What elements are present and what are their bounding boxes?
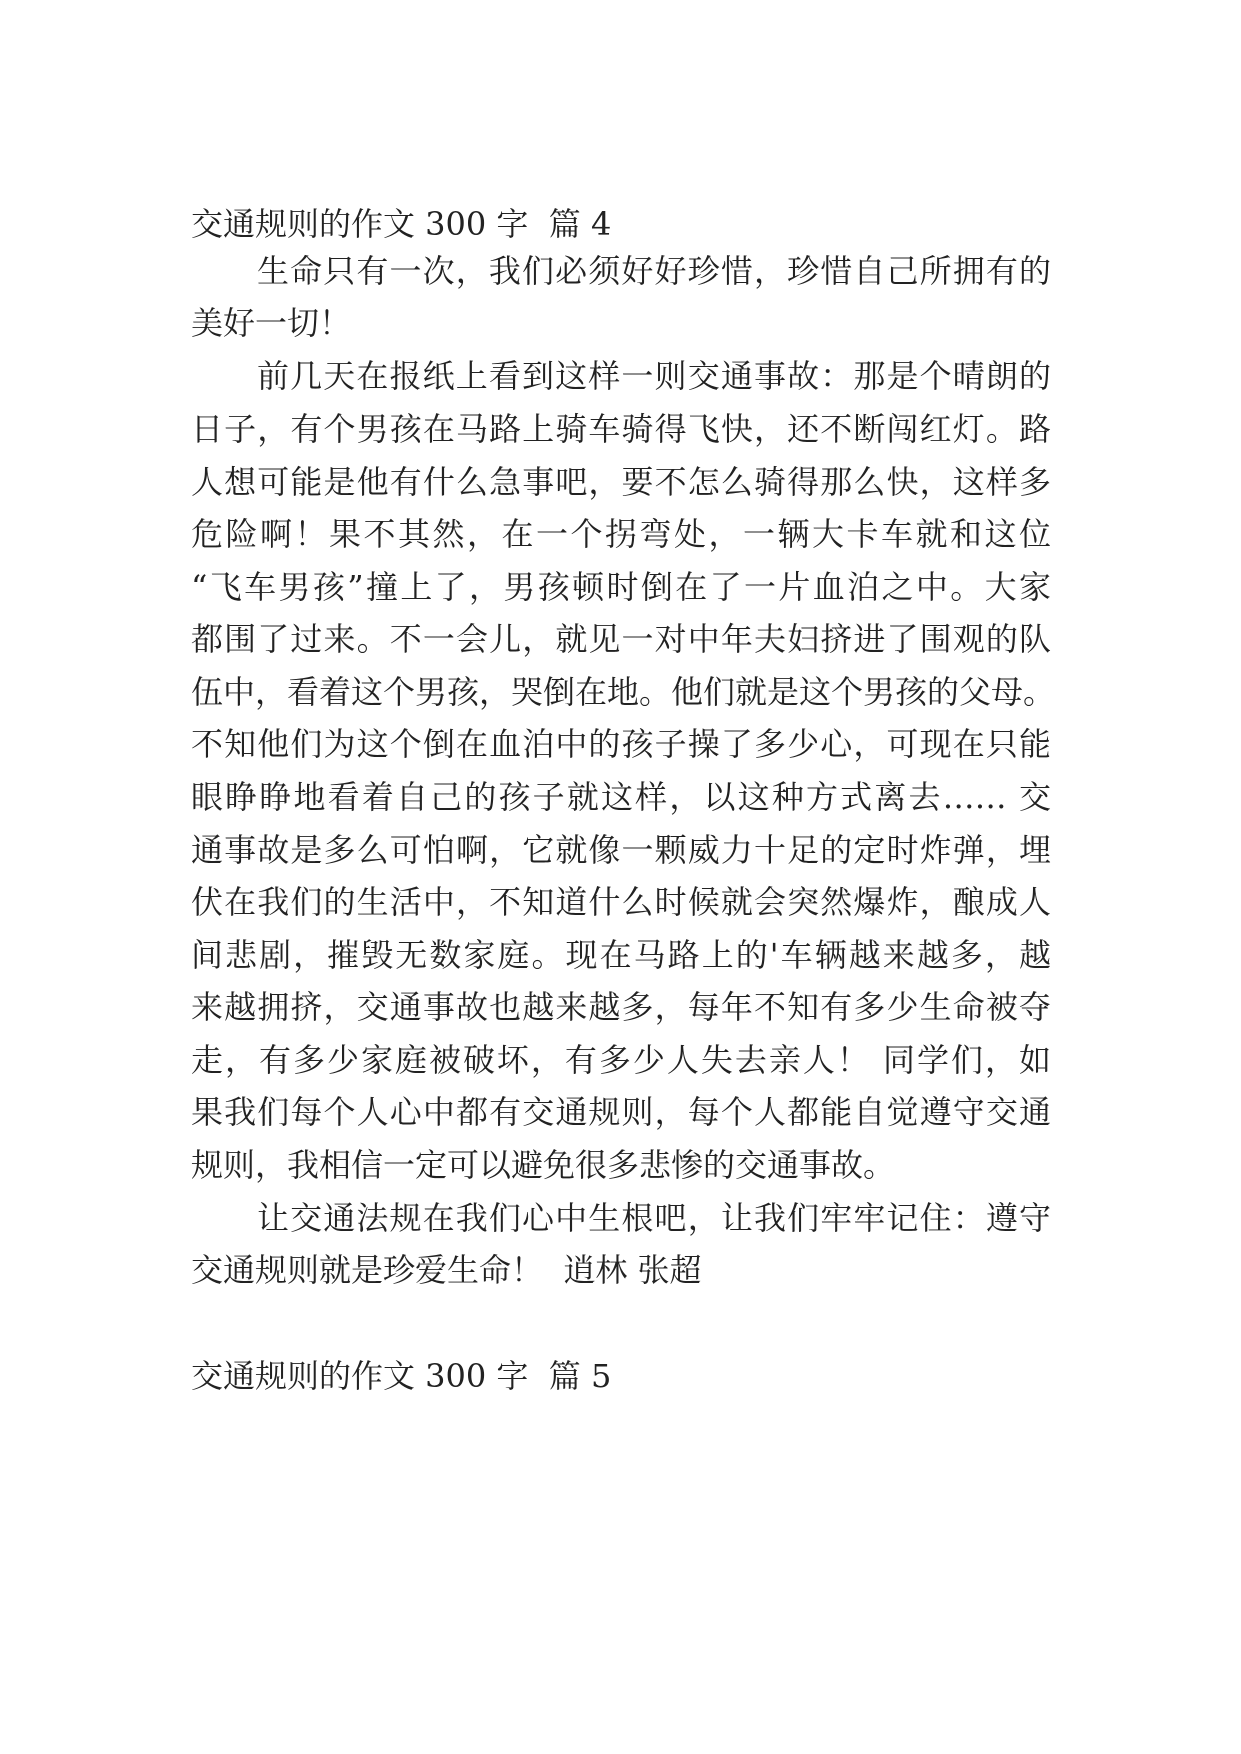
paragraph-line: 美好一切！ — [191, 304, 352, 342]
paragraph-line: 间悲剧，摧毁无数家庭。现在马路上的'车辆越来越多，越 — [191, 936, 1051, 974]
paragraph-line: 生命只有一次，我们必须好好珍惜，珍惜自己所拥有的 — [257, 252, 1051, 290]
paragraph-line: 规则，我相信一定可以避免很多悲惨的交通事故。 — [191, 1146, 896, 1184]
paragraph-line: 伏在我们的生活中，不知道什么时候就会突然爆炸，酿成人 — [191, 883, 1051, 921]
paragraph-line: 都围了过来。不一会儿，就见一对中年夫妇挤进了围观的队 — [191, 620, 1051, 658]
paragraph-line: 通事故是多么可怕啊，它就像一颗威力十足的定时炸弹，埋 — [191, 831, 1051, 869]
section-heading-5: 交通规则的作文 300 字 篇 5 — [191, 1357, 612, 1395]
paragraph-line: 眼睁睁地看着自己的孩子就这样，以这种方式离去…… 交 — [191, 778, 1051, 816]
paragraph-line: 不知他们为这个倒在血泊中的孩子操了多少心，可现在只能 — [191, 725, 1051, 763]
paragraph-line: 前几天在报纸上看到这样一则交通事故：那是个晴朗的 — [257, 357, 1051, 395]
paragraph-line: 伍中，看着这个男孩，哭倒在地。他们就是这个男孩的父母。 — [191, 673, 1056, 711]
paragraph-line: 日子，有个男孩在马路上骑车骑得飞快，还不断闯红灯。路 — [191, 410, 1051, 448]
paragraph-line: 人想可能是他有什么急事吧，要不怎么骑得那么快，这样多 — [191, 463, 1051, 501]
paragraph-line: 果我们每个人心中都有交通规则，每个人都能自觉遵守交通 — [191, 1093, 1051, 1131]
section-heading-4: 交通规则的作文 300 字 篇 4 — [191, 205, 612, 243]
paragraph-line: 来越拥挤，交通事故也越来越多，每年不知有多少生命被夺 — [191, 988, 1051, 1026]
paragraph-line: “飞车男孩”撞上了，男孩顿时倒在了一片血泊之中。大家 — [191, 568, 1051, 606]
paragraph-line: 让交通法规在我们心中生根吧，让我们牢牢记住：遵守 — [257, 1199, 1051, 1237]
paragraph-line: 危险啊！果不其然，在一个拐弯处，一辆大卡车就和这位 — [191, 515, 1051, 553]
paragraph-line: 交通规则就是珍爱生命！ 逍林 张超 — [191, 1251, 702, 1289]
paragraph-line: 走，有多少家庭被破坏，有多少人失去亲人！ 同学们，如 — [191, 1041, 1051, 1079]
